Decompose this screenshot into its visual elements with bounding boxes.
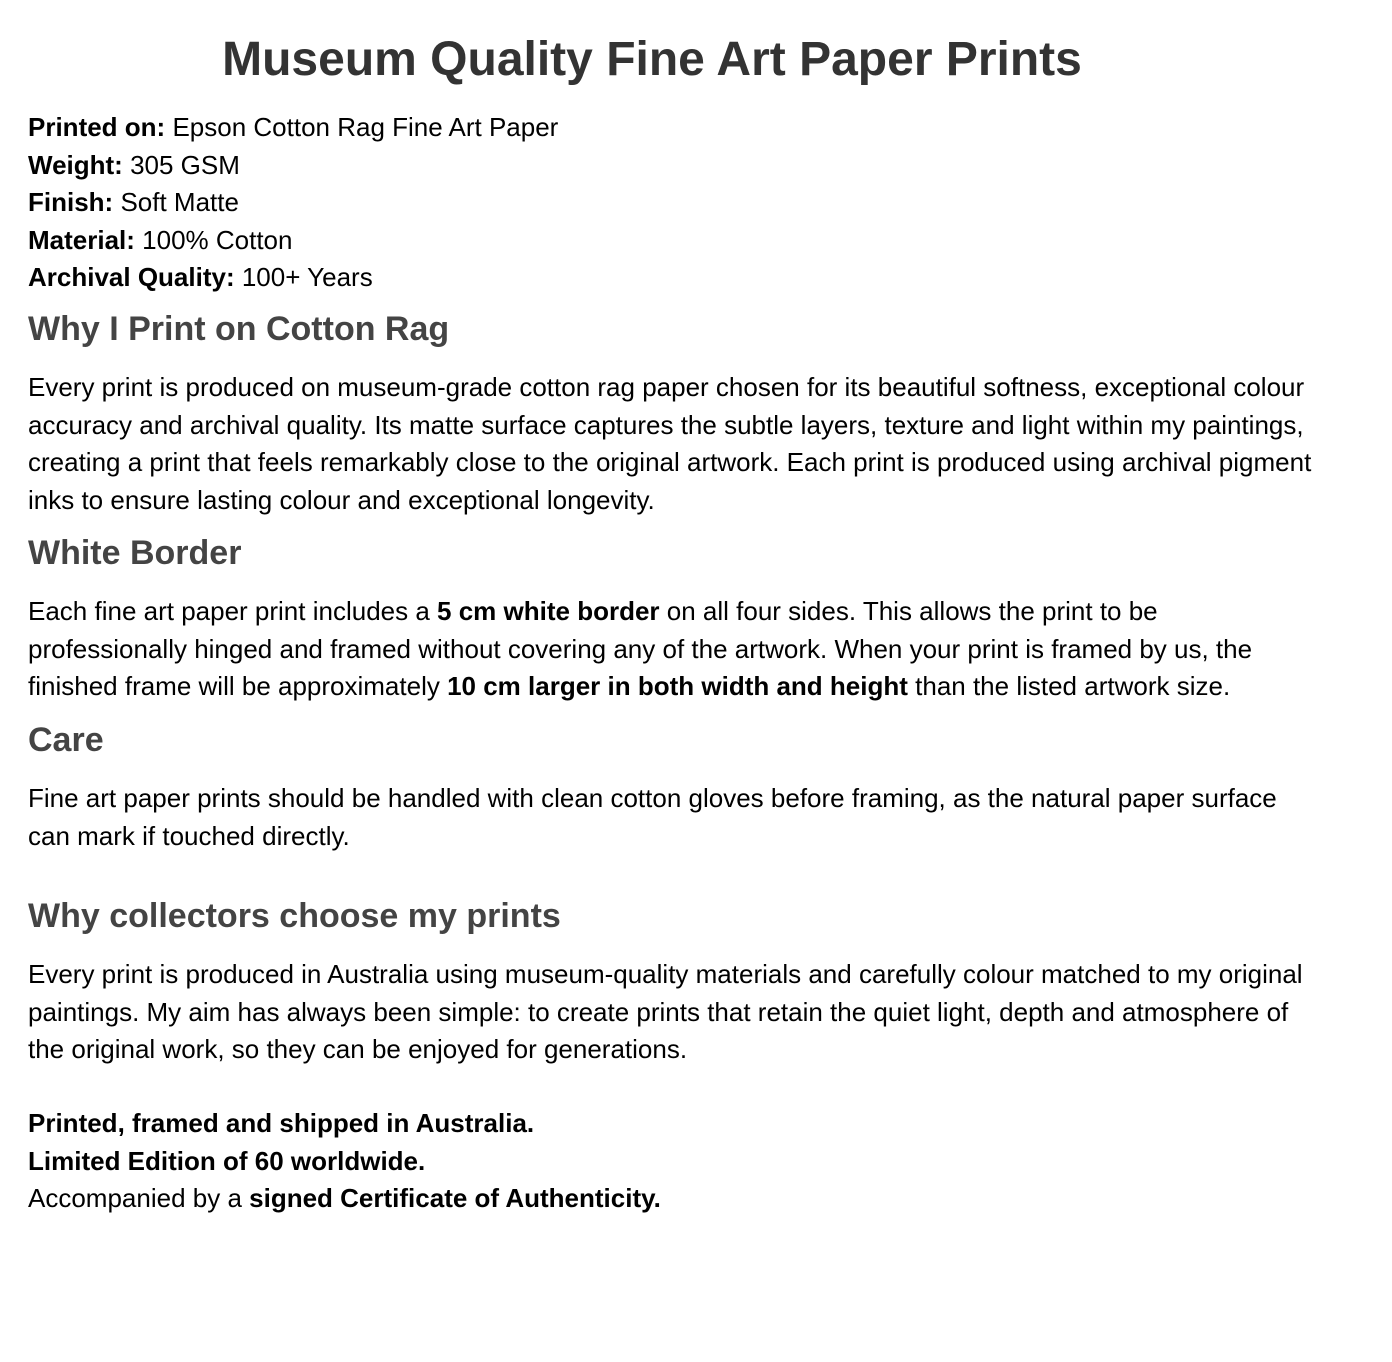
section-heading-white-border: White Border	[28, 534, 242, 572]
spec-row-material	[28, 222, 558, 260]
section-heading-cotton-rag: Why I Print on Cotton Rag	[28, 310, 450, 348]
page-title: Museum Quality Fine Art Paper Prints	[222, 33, 1082, 86]
section-text-cotton-rag: Every print is produced on museum-grade cotton rag paper chosen for its beautiful softness, exceptional colour accuracy and archival quality. Its matte surface captures the subtle layers, texture and light within my paintings, creating a print that feels remarkably close to the original artwork. Each print is produced using archival pigment inks to ensure lasting colour and exceptional longevity.	[28, 372, 1312, 515]
spec-value: Epson Cotton Rag Fine Art Paper	[165, 112, 559, 142]
section-heading-care: Care	[28, 721, 104, 759]
emphasis-frame-size: 10 cm larger in both width and height	[447, 671, 908, 701]
spec-label: Printed on:	[28, 112, 166, 142]
spec-row-printed-on	[28, 109, 558, 147]
section-text-collectors: Every print is produced in Australia using museum-quality materials and carefully colour matched to my original paintings. My aim has always been simple: to create prints that retain the quiet light, depth and atmosphere of the original work, so they can be enjoyed for generations.	[28, 959, 1303, 1064]
spec-value: 305 GSM	[122, 149, 240, 180]
spec-value: 100% Cotton	[134, 224, 293, 255]
spec-value: Soft Matte	[113, 187, 239, 217]
spec-list	[28, 109, 558, 297]
spec-label: Weight:	[28, 149, 123, 180]
spec-label: Archival Quality:	[28, 262, 235, 292]
emphasis-border-width: 5 cm white border	[437, 596, 660, 626]
spec-row-finish	[28, 184, 558, 222]
closing-note-australia: Printed, framed and shipped in Australia.	[28, 1108, 535, 1138]
spec-row-weight	[28, 147, 558, 185]
section-heading-collectors: Why collectors choose my prints	[28, 897, 561, 935]
closing-note-limited-edition: Limited Edition of 60 worldwide.	[28, 1145, 426, 1176]
spec-row-archival-quality	[28, 259, 558, 297]
closing-note-certificate: Accompanied by a signed Certificate of Authenticity.	[28, 1183, 661, 1213]
section-text-care: Fine art paper prints should be handled with clean cotton gloves before framing, as the natural paper surface can mark if touched directly.	[28, 783, 1277, 851]
spec-value: 100+ Years	[234, 262, 373, 292]
closing-notes	[28, 1105, 661, 1218]
section-text-white-border: Each fine art paper print includes a 5 cm white border on all four sides. This allows the print to be professionally hinged and framed without covering any of the artwork. When your print is framed by us, the finished frame will be approximately 10 cm larger in both width and height than the listed artwork size.	[28, 596, 1253, 701]
spec-label: Finish:	[28, 187, 114, 217]
spec-label: Material:	[28, 224, 135, 255]
